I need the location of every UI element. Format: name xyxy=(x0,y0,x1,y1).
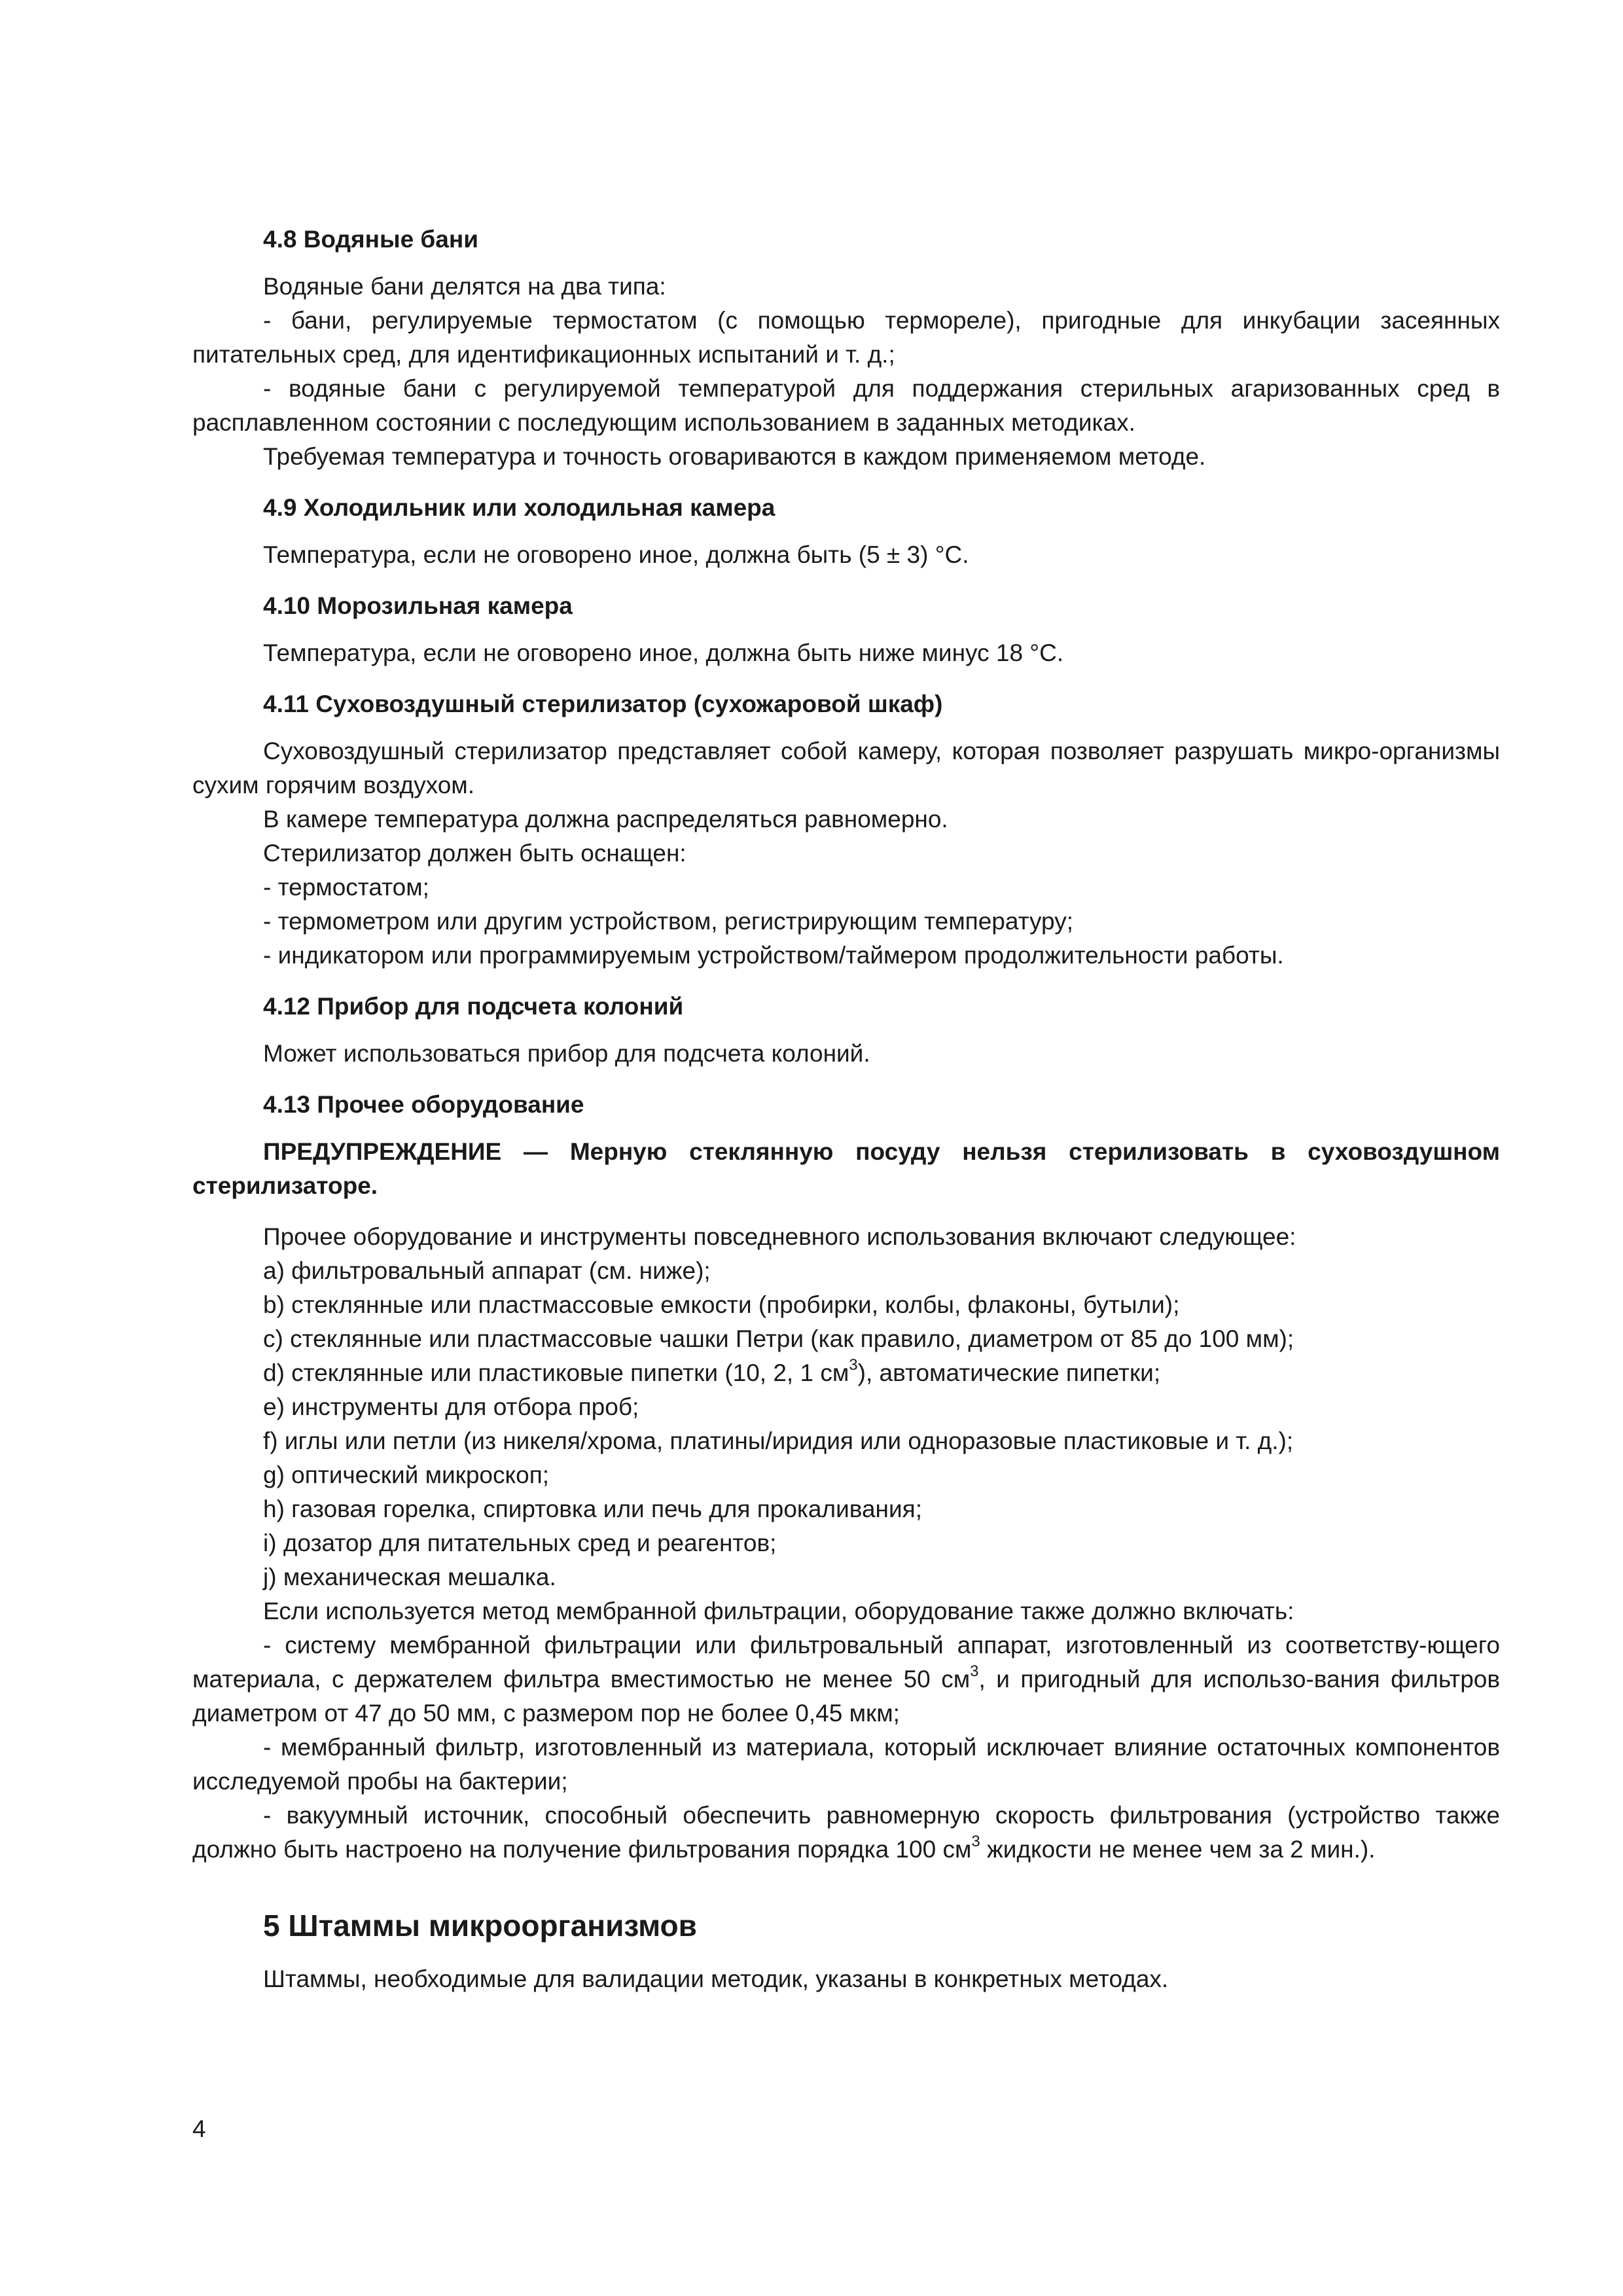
list-item: g) оптический микроскоп; xyxy=(263,1462,550,1488)
membrane-item-3-text-end: жидкости не менее чем за 2 мин.). xyxy=(980,1836,1376,1863)
list-item: f) иглы или петли (из никеля/хрома, платины/иридия или одноразовые пластиковые и т. д.); xyxy=(263,1427,1294,1454)
page-content xyxy=(192,223,1500,1996)
section-4-10-heading: 4.10 Морозильная камера xyxy=(263,592,573,619)
list-item: - термометром или другим устройством, регистрирующим температуру; xyxy=(263,908,1074,935)
paragraph: В камере температура должна распределяться равномерно. xyxy=(263,806,948,833)
section-4-12-heading: 4.12 Прибор для подсчета колоний xyxy=(263,993,684,1020)
membrane-item-3-text: - вакуумный источник, способный обеспечить равномерную скорость фильтрования (устройство также должно быть настроено на получение фильтрования порядка 100 см xyxy=(192,1802,1500,1863)
paragraph: Требуемая температура и точность оговариваются в каждом применяемом методе. xyxy=(263,443,1206,470)
section-4-8-heading: 4.8 Водяные бани xyxy=(263,226,478,253)
list-item: c) стеклянные или пластмассовые чашки Петри (как правило, диаметром от 85 до 100 мм); xyxy=(263,1325,1294,1352)
list-item: i) дозатор для питательных сред и реагентов; xyxy=(263,1530,777,1556)
section-5-heading: 5 Штаммы микроорганизмов xyxy=(263,1909,697,1943)
paragraph: Стерилизатор должен быть оснащен: xyxy=(263,840,687,867)
list-item: - индикатором или программируемым устройством/таймером продолжительности работы. xyxy=(263,942,1284,969)
item-d-text: d) стеклянные или пластиковые пипетки (10, 2, 1 см xyxy=(263,1359,849,1386)
paragraph: Температура, если не оговорено иное, должна быть (5 ± 3) °С. xyxy=(263,541,969,568)
paragraph: Водяные бани делятся на два типа: xyxy=(263,273,666,300)
membrane-item-1-text: - систему мембранной фильтрации или фильтровальный аппарат, изготовленный из соответству-ющего материала, с держателем фильтра вместимостью не менее 50 см xyxy=(192,1632,1500,1693)
paragraph: Может использоваться прибор для подсчета колоний. xyxy=(263,1040,870,1067)
paragraph: Суховоздушный стерилизатор представляет собой камеру, которая позволяет разрушать микро-организмы сухим горячим воздухом. xyxy=(192,738,1500,798)
page-number: 4 xyxy=(192,2115,206,2142)
item-d-text-end: ), автоматические пипетки; xyxy=(857,1359,1161,1386)
list-item: - водяные бани с регулируемой температурой для поддержания стерильных агаризованных сред в расплавленном состоянии с последующим использованием в заданных методиках. xyxy=(192,375,1500,436)
paragraph: Штаммы, необходимые для валидации методик, указаны в конкретных методах. xyxy=(263,1965,1169,1992)
list-item: h) газовая горелка, спиртовка или печь для прокаливания; xyxy=(263,1496,922,1522)
section-4-13-heading: 4.13 Прочее оборудование xyxy=(263,1091,584,1118)
section-4-9-heading: 4.9 Холодильник или холодильная камера xyxy=(263,494,776,521)
list-item xyxy=(192,1799,1500,1867)
paragraph: Температура, если не оговорено иное, должна быть ниже минус 18 °С. xyxy=(263,639,1064,666)
list-item: - мембранный фильтр, изготовленный из материала, который исключает влияние остаточных компонентов исследуемой пробы на бактерии; xyxy=(192,1734,1500,1795)
membrane-item-1-text-end: , и пригодный для использо-вания фильтров диаметром от 47 до 50 мм, с размером пор не более 0,45 мкм; xyxy=(192,1666,1500,1727)
paragraph: Прочее оборудование и инструменты повседневного использования включают следующее: xyxy=(263,1223,1296,1250)
list-item: e) инструменты для отбора проб; xyxy=(263,1393,639,1420)
list-item: j) механическая мешалка. xyxy=(263,1564,556,1590)
section-4-11-heading: 4.11 Суховоздушный стерилизатор (сухожаровой шкаф) xyxy=(263,691,943,717)
warning-text: ПРЕДУПРЕЖДЕНИЕ — Мерную стеклянную посуду нельзя стерилизовать в суховоздушном стерилизаторе. xyxy=(192,1138,1500,1199)
list-item: - бани, регулируемые термостатом (с помощью термореле), пригодные для инкубации засеянных питательных сред, для идентификационных испытаний и т. д.; xyxy=(192,307,1500,368)
list-item: - термостатом; xyxy=(263,874,429,901)
list-item: a) фильтровальный аппарат (см. ниже); xyxy=(263,1257,711,1284)
list-item xyxy=(192,1356,1500,1390)
paragraph: Если используется метод мембранной фильтрации, оборудование также должно включать: xyxy=(263,1598,1294,1624)
superscript: 3 xyxy=(970,1662,979,1680)
superscript: 3 xyxy=(849,1355,858,1374)
list-item: b) стеклянные или пластмассовые емкости (пробирки, колбы, флаконы, бутыли); xyxy=(263,1291,1180,1318)
list-item xyxy=(192,1628,1500,1731)
superscript: 3 xyxy=(971,1832,980,1850)
